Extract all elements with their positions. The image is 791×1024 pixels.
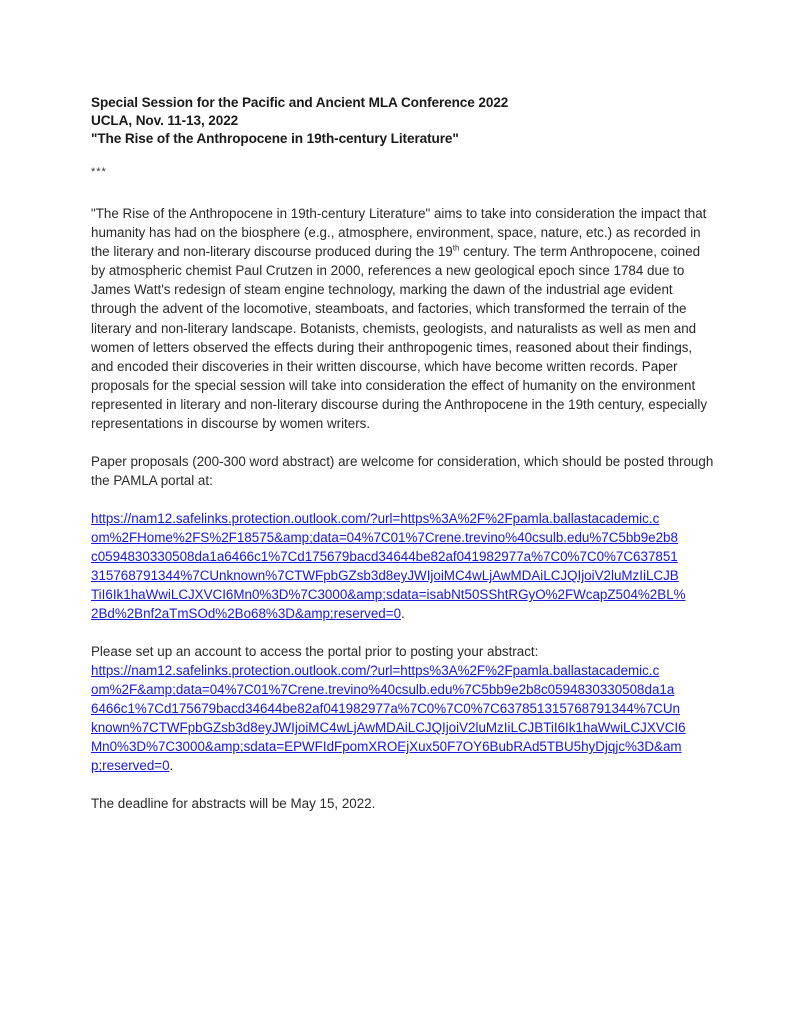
link-line: om%2FHome%2FS%2F18575&amp;data=04%7C01%7Crene.trevino%40csulb.edu%7C5bb9e2b8 (91, 530, 678, 546)
section-separator: *** (91, 166, 107, 178)
submission-instructions: Paper proposals (200-300 word abstract) are welcome for consideration, which should be posted through the PAMLA portal at: (91, 454, 714, 489)
link-line: https://nam12.safelinks.protection.outlook.com/?url=https%3A%2F%2Fpamla.ballastacademic.c (91, 663, 660, 679)
link-line: https://nam12.safelinks.protection.outlook.com/?url=https%3A%2F%2Fpamla.ballastacademic.c (91, 511, 660, 527)
deadline-statement: The deadline for abstracts will be May 15, 2022. (91, 796, 376, 812)
description-paragraph (91, 204, 716, 433)
pamla-portal-link[interactable] (91, 509, 703, 621)
link-line: TiI6Ik1haWwiLCJXVCI6Mn0%3D%7C3000&amp;sdata=isabNt50SShtRGyO%2FWcapZ504%2BL% (91, 587, 686, 603)
link-line: p;reserved=0 (91, 758, 170, 774)
session-topic-title: "The Rise of the Anthropocene in 19th-century Literature" (91, 131, 459, 146)
link-trailing-period: . (401, 606, 405, 622)
link-line: 2Bd%2Bnf2aTmSOd%2Bo68%3D&amp;reserved=0 (91, 606, 402, 622)
description-text-start: "The Rise of the Anthropocene in 19th-century Literature" aims to take into consideration the impact that humanity has had on the biosphere (e.g., atmosphere, environment, space, nature, etc.) as recorded in the literary and non-literary discourse produced during the 19 (91, 206, 707, 260)
account-portal-link[interactable] (91, 661, 703, 773)
account-portal-link-block (91, 661, 703, 775)
link-line: c0594830330508da1a6466c1%7Cd175679bacd34644be82af041982977a%7C0%7C0%7C637851 (91, 549, 678, 565)
session-location-date: UCLA, Nov. 11-13, 2022 (91, 113, 239, 128)
link-line: 315768791344%7CUnknown%7CTWFpbGZsb3d8eyJWIjoiMC4wLjAwMDAiLCJQIjoiV2luMzIiLCJB (91, 568, 679, 584)
pamla-portal-link-block (91, 509, 703, 623)
link-line: Mn0%3D%7C3000&amp;sdata=EPWFIdFpomXROEjXux50F7OY6BubRAd5TBU5hyDjqjc%3D&am (91, 739, 682, 755)
link-trailing-period: . (169, 758, 174, 774)
link-line: 6466c1%7Cd175679bacd34644be82af041982977a%7C0%7C0%7C637851315768791344%7CUn (91, 701, 680, 717)
session-title: Special Session for the Pacific and Ancient MLA Conference 2022 (91, 95, 509, 110)
ordinal-superscript: th (452, 243, 460, 253)
link-line: om%2F&amp;data=04%7C01%7Crene.trevino%40csulb.edu%7C5bb9e2b8c0594830330508da1a (91, 682, 675, 698)
document-page (91, 94, 716, 814)
account-instructions: Please set up an account to access the portal prior to posting your abstract: (91, 644, 539, 660)
description-text-end: century. The term Anthropocene, coined by atmospheric chemist Paul Crutzen in 2000, references a new geological epoch since 1784 due to James Watt's redesign of steam engine technology, marking the dawn of the industrial age evident through the advent of the locomotive, steamboats, and factories, which transformed the terrain of the literary and non-literary landscape. Botanists, chemists, geologists, and naturalists as well as men and women of letters observed the effects during their anthropogenic times, reasoned about their findings, and encoded their discoveries in their written discourse, which have become written records. Paper proposals for the special session will take into consideration the effect of humanity on the environment represented in literary and non-literary discourse during the Anthropocene in the 19th century, especially representations in discourse by women writers. (91, 244, 708, 432)
link-line: known%7CTWFpbGZsb3d8eyJWIjoiMC4wLjAwMDAiLCJQIjoiV2luMzIiLCJBTiI6Ik1haWwiLCJXVCI6 (91, 720, 686, 736)
